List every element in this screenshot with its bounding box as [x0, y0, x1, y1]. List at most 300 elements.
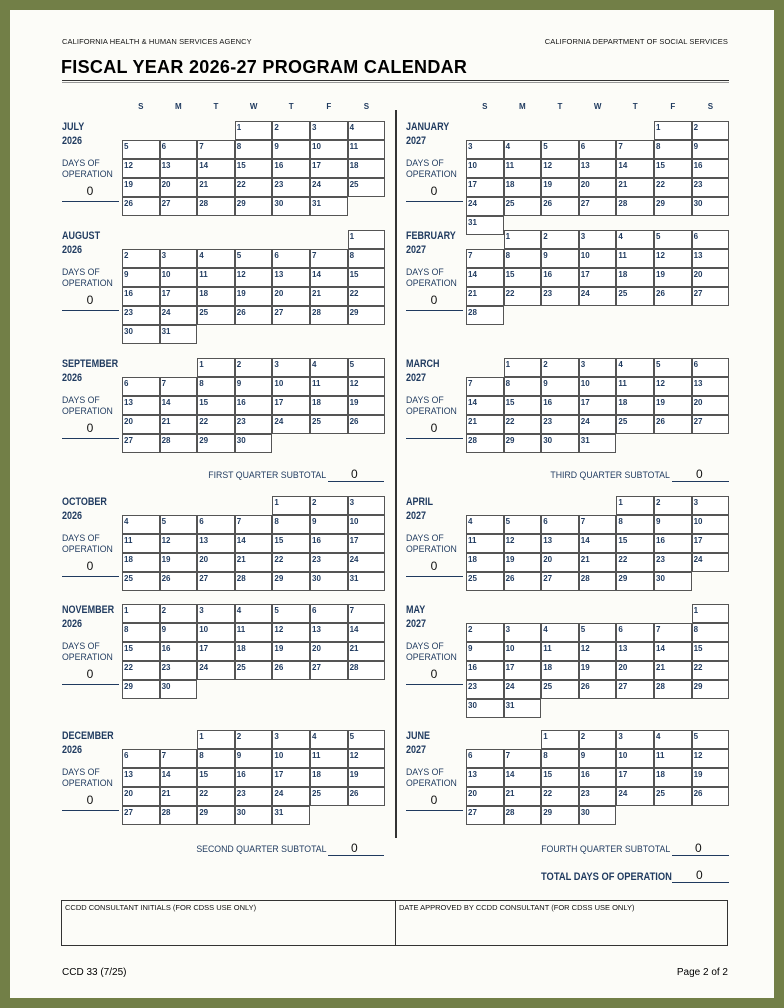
day-cell[interactable] — [616, 287, 654, 306]
days-of-operation-value[interactable]: 0 — [86, 421, 94, 435]
day-cell[interactable] — [654, 661, 692, 680]
day-cell[interactable] — [692, 249, 730, 268]
day-cell[interactable] — [310, 396, 348, 415]
day-cell[interactable] — [160, 415, 198, 434]
day-cell[interactable] — [160, 806, 198, 825]
day-cell[interactable] — [616, 642, 654, 661]
day-cell[interactable] — [504, 178, 542, 197]
day-cell[interactable] — [122, 623, 160, 642]
day-cell[interactable] — [197, 749, 235, 768]
day-cell[interactable] — [579, 287, 617, 306]
day-cell[interactable] — [122, 642, 160, 661]
day-cell[interactable] — [579, 415, 617, 434]
day-cell[interactable] — [272, 604, 310, 623]
day-cell[interactable] — [692, 358, 730, 377]
day-cell[interactable] — [122, 197, 160, 216]
day-cell[interactable] — [541, 642, 579, 661]
day-cell[interactable] — [692, 534, 730, 553]
day-cell[interactable] — [310, 121, 348, 140]
day-cell[interactable] — [541, 159, 579, 178]
day-cell[interactable] — [616, 230, 654, 249]
day-cell[interactable] — [541, 434, 579, 453]
day-cell[interactable] — [348, 377, 386, 396]
day-cell[interactable] — [348, 749, 386, 768]
day-cell[interactable] — [122, 159, 160, 178]
day-cell[interactable] — [272, 515, 310, 534]
day-cell[interactable] — [579, 787, 617, 806]
day-cell[interactable] — [541, 749, 579, 768]
day-cell[interactable] — [541, 396, 579, 415]
day-cell[interactable] — [504, 572, 542, 591]
day-cell[interactable] — [235, 306, 273, 325]
day-cell[interactable] — [466, 287, 504, 306]
day-cell[interactable] — [692, 140, 730, 159]
day-cell[interactable] — [160, 553, 198, 572]
day-cell[interactable] — [579, 249, 617, 268]
day-cell[interactable] — [654, 642, 692, 661]
day-cell[interactable] — [272, 661, 310, 680]
day-cell[interactable] — [654, 415, 692, 434]
day-cell[interactable] — [122, 515, 160, 534]
day-cell[interactable] — [504, 680, 542, 699]
day-cell[interactable] — [616, 377, 654, 396]
day-cell[interactable] — [272, 806, 310, 825]
day-cell[interactable] — [348, 623, 386, 642]
day-cell[interactable] — [466, 661, 504, 680]
day-cell[interactable] — [654, 730, 692, 749]
day-cell[interactable] — [504, 642, 542, 661]
day-cell[interactable] — [122, 325, 160, 344]
day-cell[interactable] — [654, 572, 692, 591]
day-cell[interactable] — [160, 572, 198, 591]
day-cell[interactable] — [616, 249, 654, 268]
day-cell[interactable] — [692, 680, 730, 699]
day-cell[interactable] — [197, 806, 235, 825]
day-cell[interactable] — [579, 140, 617, 159]
day-cell[interactable] — [272, 121, 310, 140]
day-cell[interactable] — [579, 553, 617, 572]
day-cell[interactable] — [654, 178, 692, 197]
day-cell[interactable] — [654, 197, 692, 216]
days-of-operation-value[interactable]: 0 — [430, 293, 438, 307]
day-cell[interactable] — [122, 140, 160, 159]
day-cell[interactable] — [504, 140, 542, 159]
day-cell[interactable] — [197, 787, 235, 806]
day-cell[interactable] — [654, 287, 692, 306]
day-cell[interactable] — [122, 415, 160, 434]
day-cell[interactable] — [197, 358, 235, 377]
day-cell[interactable] — [310, 749, 348, 768]
day-cell[interactable] — [160, 661, 198, 680]
day-cell[interactable] — [235, 534, 273, 553]
day-cell[interactable] — [654, 749, 692, 768]
day-cell[interactable] — [504, 415, 542, 434]
day-cell[interactable] — [122, 749, 160, 768]
day-cell[interactable] — [197, 434, 235, 453]
day-cell[interactable] — [692, 730, 730, 749]
day-cell[interactable] — [616, 730, 654, 749]
day-cell[interactable] — [310, 197, 348, 216]
day-cell[interactable] — [466, 159, 504, 178]
day-cell[interactable] — [541, 178, 579, 197]
day-cell[interactable] — [504, 768, 542, 787]
day-cell[interactable] — [541, 197, 579, 216]
day-cell[interactable] — [310, 287, 348, 306]
day-cell[interactable] — [310, 661, 348, 680]
day-cell[interactable] — [541, 534, 579, 553]
day-cell[interactable] — [310, 496, 348, 515]
day-cell[interactable] — [235, 121, 273, 140]
day-cell[interactable] — [160, 306, 198, 325]
day-cell[interactable] — [348, 661, 386, 680]
day-cell[interactable] — [122, 534, 160, 553]
day-cell[interactable] — [272, 496, 310, 515]
day-cell[interactable] — [654, 121, 692, 140]
day-cell[interactable] — [310, 515, 348, 534]
day-cell[interactable] — [160, 178, 198, 197]
day-cell[interactable] — [466, 534, 504, 553]
day-cell[interactable] — [579, 197, 617, 216]
day-cell[interactable] — [310, 358, 348, 377]
day-cell[interactable] — [235, 377, 273, 396]
day-cell[interactable] — [579, 377, 617, 396]
day-cell[interactable] — [272, 572, 310, 591]
day-cell[interactable] — [616, 159, 654, 178]
day-cell[interactable] — [122, 572, 160, 591]
day-cell[interactable] — [616, 534, 654, 553]
day-cell[interactable] — [197, 623, 235, 642]
day-cell[interactable] — [310, 268, 348, 287]
second-quarter-value[interactable]: 0 — [351, 841, 358, 855]
day-cell[interactable] — [235, 140, 273, 159]
day-cell[interactable] — [692, 553, 730, 572]
day-cell[interactable] — [122, 287, 160, 306]
day-cell[interactable] — [160, 623, 198, 642]
day-cell[interactable] — [654, 496, 692, 515]
day-cell[interactable] — [579, 515, 617, 534]
consultant-initials-field[interactable] — [62, 901, 396, 945]
day-cell[interactable] — [348, 730, 386, 749]
day-cell[interactable] — [616, 496, 654, 515]
day-cell[interactable] — [692, 515, 730, 534]
day-cell[interactable] — [541, 140, 579, 159]
day-cell[interactable] — [579, 572, 617, 591]
day-cell[interactable] — [272, 642, 310, 661]
day-cell[interactable] — [197, 197, 235, 216]
day-cell[interactable] — [197, 159, 235, 178]
day-cell[interactable] — [541, 806, 579, 825]
day-cell[interactable] — [579, 230, 617, 249]
day-cell[interactable] — [197, 140, 235, 159]
day-cell[interactable] — [160, 604, 198, 623]
day-cell[interactable] — [272, 197, 310, 216]
day-cell[interactable] — [692, 496, 730, 515]
day-cell[interactable] — [616, 396, 654, 415]
days-of-operation-value[interactable]: 0 — [430, 421, 438, 435]
day-cell[interactable] — [504, 358, 542, 377]
day-cell[interactable] — [160, 249, 198, 268]
day-cell[interactable] — [579, 434, 617, 453]
day-cell[interactable] — [654, 396, 692, 415]
day-cell[interactable] — [504, 661, 542, 680]
day-cell[interactable] — [692, 287, 730, 306]
day-cell[interactable] — [122, 768, 160, 787]
day-cell[interactable] — [466, 415, 504, 434]
day-cell[interactable] — [235, 661, 273, 680]
day-cell[interactable] — [654, 268, 692, 287]
day-cell[interactable] — [541, 268, 579, 287]
days-of-operation-value[interactable]: 0 — [430, 667, 438, 681]
day-cell[interactable] — [579, 680, 617, 699]
day-cell[interactable] — [272, 287, 310, 306]
days-of-operation-value[interactable]: 0 — [430, 559, 438, 573]
day-cell[interactable] — [122, 434, 160, 453]
day-cell[interactable] — [541, 553, 579, 572]
day-cell[interactable] — [348, 140, 386, 159]
day-cell[interactable] — [504, 553, 542, 572]
day-cell[interactable] — [466, 787, 504, 806]
day-cell[interactable] — [579, 358, 617, 377]
day-cell[interactable] — [310, 604, 348, 623]
day-cell[interactable] — [466, 396, 504, 415]
day-cell[interactable] — [504, 268, 542, 287]
day-cell[interactable] — [310, 159, 348, 178]
day-cell[interactable] — [272, 768, 310, 787]
day-cell[interactable] — [541, 623, 579, 642]
day-cell[interactable] — [541, 680, 579, 699]
day-cell[interactable] — [654, 249, 692, 268]
day-cell[interactable] — [272, 377, 310, 396]
day-cell[interactable] — [692, 230, 730, 249]
day-cell[interactable] — [654, 680, 692, 699]
day-cell[interactable] — [654, 230, 692, 249]
day-cell[interactable] — [616, 178, 654, 197]
day-cell[interactable] — [122, 604, 160, 623]
day-cell[interactable] — [654, 534, 692, 553]
day-cell[interactable] — [692, 178, 730, 197]
day-cell[interactable] — [160, 287, 198, 306]
day-cell[interactable] — [616, 623, 654, 642]
day-cell[interactable] — [197, 553, 235, 572]
day-cell[interactable] — [348, 604, 386, 623]
day-cell[interactable] — [197, 534, 235, 553]
days-of-operation-value[interactable]: 0 — [86, 559, 94, 573]
day-cell[interactable] — [160, 140, 198, 159]
day-cell[interactable] — [160, 434, 198, 453]
day-cell[interactable] — [541, 249, 579, 268]
day-cell[interactable] — [122, 306, 160, 325]
day-cell[interactable] — [504, 377, 542, 396]
day-cell[interactable] — [541, 787, 579, 806]
day-cell[interactable] — [235, 268, 273, 287]
day-cell[interactable] — [235, 358, 273, 377]
day-cell[interactable] — [310, 377, 348, 396]
day-cell[interactable] — [235, 197, 273, 216]
day-cell[interactable] — [272, 178, 310, 197]
fourth-quarter-value[interactable]: 0 — [695, 841, 702, 855]
day-cell[interactable] — [310, 572, 348, 591]
day-cell[interactable] — [466, 140, 504, 159]
day-cell[interactable] — [466, 268, 504, 287]
day-cell[interactable] — [541, 358, 579, 377]
day-cell[interactable] — [272, 140, 310, 159]
day-cell[interactable] — [197, 306, 235, 325]
day-cell[interactable] — [235, 249, 273, 268]
day-cell[interactable] — [197, 287, 235, 306]
day-cell[interactable] — [235, 768, 273, 787]
third-quarter-value[interactable]: 0 — [696, 467, 703, 481]
day-cell[interactable] — [348, 396, 386, 415]
day-cell[interactable] — [504, 197, 542, 216]
day-cell[interactable] — [160, 680, 198, 699]
day-cell[interactable] — [616, 768, 654, 787]
day-cell[interactable] — [272, 534, 310, 553]
day-cell[interactable] — [310, 415, 348, 434]
day-cell[interactable] — [122, 377, 160, 396]
day-cell[interactable] — [160, 159, 198, 178]
day-cell[interactable] — [348, 534, 386, 553]
day-cell[interactable] — [541, 415, 579, 434]
day-cell[interactable] — [504, 159, 542, 178]
day-cell[interactable] — [272, 306, 310, 325]
day-cell[interactable] — [348, 572, 386, 591]
day-cell[interactable] — [122, 268, 160, 287]
day-cell[interactable] — [466, 197, 504, 216]
day-cell[interactable] — [692, 604, 730, 623]
day-cell[interactable] — [160, 749, 198, 768]
day-cell[interactable] — [122, 249, 160, 268]
day-cell[interactable] — [348, 768, 386, 787]
day-cell[interactable] — [310, 623, 348, 642]
day-cell[interactable] — [654, 140, 692, 159]
day-cell[interactable] — [579, 806, 617, 825]
day-cell[interactable] — [348, 515, 386, 534]
day-cell[interactable] — [654, 515, 692, 534]
day-cell[interactable] — [348, 178, 386, 197]
day-cell[interactable] — [654, 623, 692, 642]
day-cell[interactable] — [272, 396, 310, 415]
day-cell[interactable] — [348, 230, 386, 249]
day-cell[interactable] — [616, 661, 654, 680]
day-cell[interactable] — [272, 730, 310, 749]
day-cell[interactable] — [348, 159, 386, 178]
day-cell[interactable] — [197, 377, 235, 396]
days-of-operation-value[interactable]: 0 — [86, 667, 94, 681]
day-cell[interactable] — [122, 553, 160, 572]
day-cell[interactable] — [348, 415, 386, 434]
day-cell[interactable] — [579, 268, 617, 287]
day-cell[interactable] — [235, 515, 273, 534]
day-cell[interactable] — [235, 642, 273, 661]
day-cell[interactable] — [692, 749, 730, 768]
day-cell[interactable] — [348, 249, 386, 268]
day-cell[interactable] — [310, 787, 348, 806]
day-cell[interactable] — [310, 534, 348, 553]
day-cell[interactable] — [235, 572, 273, 591]
day-cell[interactable] — [160, 515, 198, 534]
day-cell[interactable] — [616, 680, 654, 699]
day-cell[interactable] — [160, 642, 198, 661]
day-cell[interactable] — [235, 178, 273, 197]
day-cell[interactable] — [310, 249, 348, 268]
day-cell[interactable] — [579, 396, 617, 415]
day-cell[interactable] — [504, 699, 542, 718]
day-cell[interactable] — [579, 768, 617, 787]
day-cell[interactable] — [272, 787, 310, 806]
day-cell[interactable] — [579, 642, 617, 661]
total-days-value[interactable]: 0 — [696, 868, 703, 882]
day-cell[interactable] — [466, 306, 504, 325]
day-cell[interactable] — [197, 730, 235, 749]
day-cell[interactable] — [348, 306, 386, 325]
day-cell[interactable] — [541, 661, 579, 680]
day-cell[interactable] — [654, 377, 692, 396]
days-of-operation-value[interactable]: 0 — [86, 793, 94, 807]
day-cell[interactable] — [235, 287, 273, 306]
day-cell[interactable] — [235, 604, 273, 623]
first-quarter-value[interactable]: 0 — [351, 467, 358, 481]
day-cell[interactable] — [692, 268, 730, 287]
day-cell[interactable] — [692, 396, 730, 415]
approval-date-field[interactable] — [396, 901, 727, 945]
day-cell[interactable] — [197, 396, 235, 415]
days-of-operation-value[interactable]: 0 — [430, 184, 438, 198]
day-cell[interactable] — [160, 534, 198, 553]
day-cell[interactable] — [348, 496, 386, 515]
day-cell[interactable] — [541, 572, 579, 591]
day-cell[interactable] — [692, 121, 730, 140]
day-cell[interactable] — [466, 515, 504, 534]
day-cell[interactable] — [579, 178, 617, 197]
day-cell[interactable] — [654, 358, 692, 377]
day-cell[interactable] — [692, 197, 730, 216]
days-of-operation-value[interactable]: 0 — [430, 793, 438, 807]
day-cell[interactable] — [235, 159, 273, 178]
day-cell[interactable] — [579, 159, 617, 178]
day-cell[interactable] — [272, 553, 310, 572]
day-cell[interactable] — [579, 623, 617, 642]
day-cell[interactable] — [122, 787, 160, 806]
day-cell[interactable] — [466, 434, 504, 453]
day-cell[interactable] — [272, 415, 310, 434]
day-cell[interactable] — [466, 806, 504, 825]
day-cell[interactable] — [160, 268, 198, 287]
day-cell[interactable] — [692, 661, 730, 680]
day-cell[interactable] — [504, 534, 542, 553]
day-cell[interactable] — [235, 730, 273, 749]
day-cell[interactable] — [310, 553, 348, 572]
day-cell[interactable] — [235, 434, 273, 453]
days-of-operation-value[interactable]: 0 — [86, 184, 94, 198]
day-cell[interactable] — [579, 534, 617, 553]
day-cell[interactable] — [616, 553, 654, 572]
day-cell[interactable] — [272, 623, 310, 642]
day-cell[interactable] — [616, 749, 654, 768]
day-cell[interactable] — [235, 623, 273, 642]
day-cell[interactable] — [272, 268, 310, 287]
day-cell[interactable] — [160, 377, 198, 396]
day-cell[interactable] — [466, 623, 504, 642]
day-cell[interactable] — [504, 806, 542, 825]
day-cell[interactable] — [504, 287, 542, 306]
day-cell[interactable] — [122, 806, 160, 825]
day-cell[interactable] — [466, 642, 504, 661]
day-cell[interactable] — [541, 230, 579, 249]
day-cell[interactable] — [310, 768, 348, 787]
day-cell[interactable] — [654, 553, 692, 572]
day-cell[interactable] — [504, 623, 542, 642]
day-cell[interactable] — [466, 680, 504, 699]
